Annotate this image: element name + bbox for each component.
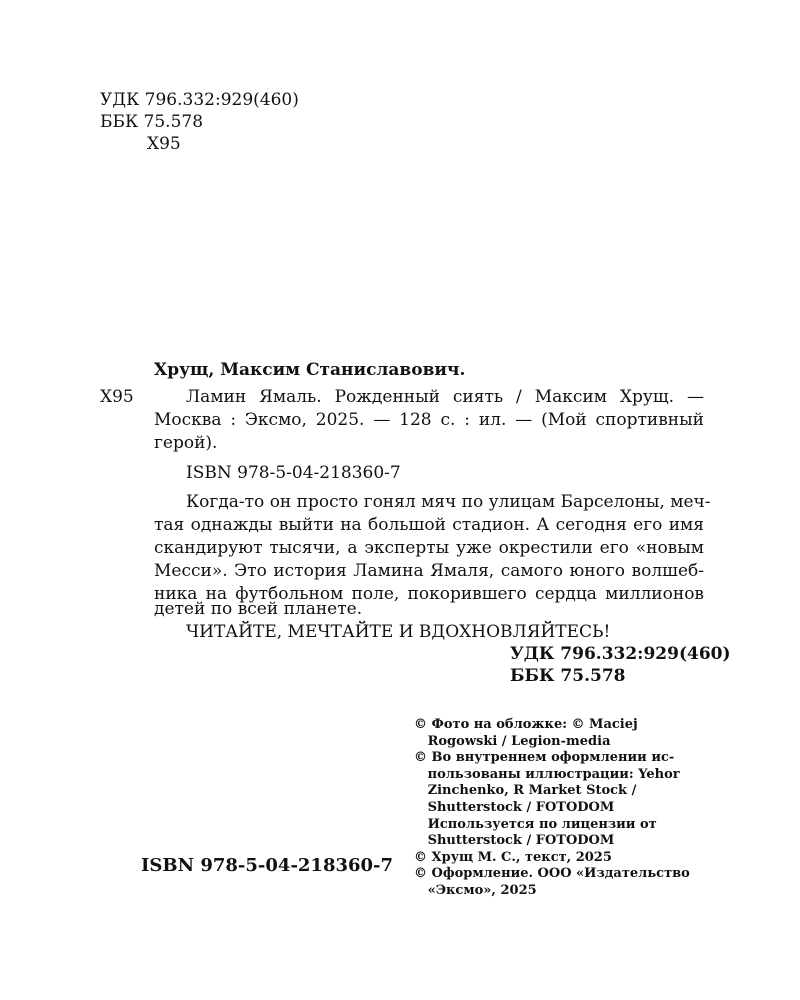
description-line: герой). — [154, 433, 218, 453]
bottom-isbn: ISBN 978-5-04-218360-7 — [141, 855, 394, 876]
credit-line: «Эксмо», 2025 — [414, 882, 537, 898]
credit-line: © Оформление. ООО «Издательство — [414, 866, 690, 882]
credit-line: Shutterstock / FOTODOM — [414, 799, 615, 815]
author-heading: Хрущ, Максим Станиславович. — [154, 360, 466, 380]
record-author-mark: Х95 — [100, 387, 134, 407]
annotation-line: детей по всей планете. — [154, 599, 363, 619]
credit-line: © Хрущ М. С., текст, 2025 — [414, 849, 612, 865]
description-line: Москва : Эксмо, 2025. — 128 с. : ил. — (Мой спортивный — [154, 410, 704, 430]
record-udk-code: УДК 796.332:929(460) — [510, 644, 731, 664]
credit-line: Shutterstock / FOTODOM — [414, 833, 615, 849]
credit-line: © Фото на обложке: © Maciej — [414, 717, 638, 732]
annotation-line: скандируют тысячи, а эксперты уже окрестили его «новым — [154, 538, 704, 558]
top-udk-code: УДК 796.332:929(460) — [100, 90, 299, 110]
credit-line: Zinchenko, R Market Stock / — [414, 783, 637, 799]
credit-line: Rogowski / Legion-media — [414, 733, 611, 749]
top-bbk-code: ББК 75.578 — [100, 112, 204, 132]
description-line: Ламин Ямаль. Рожденный сиять / Максим Хрущ. — — [186, 387, 704, 407]
slogan: ЧИТАЙТЕ, МЕЧТАЙТЕ И ВДОХНОВЛЯЙТЕСЬ! — [186, 622, 611, 642]
credit-line: © Во внутреннем оформлении ис- — [414, 750, 675, 766]
record-bbk-code: ББК 75.578 — [510, 666, 626, 686]
record-isbn: ISBN 978-5-04-218360-7 — [186, 463, 401, 483]
credits-block — [414, 717, 690, 900]
top-author-mark: Х95 — [147, 134, 181, 154]
annotation-line: Когда-то он просто гонял мяч по улицам Барселоны, меч- — [186, 492, 711, 512]
annotation-line: ника на футбольном поле, покорившего сердца миллионов — [154, 584, 704, 604]
credit-line: Используется по лицензии от — [414, 816, 657, 832]
credit-line: пользованы иллюстрации: Yehor — [414, 766, 680, 782]
annotation-line: Месси». Это история Ламина Ямаля, самого юного волшеб- — [154, 561, 704, 581]
annotation-line: тая однажды выйти на большой стадион. А сегодня его имя — [154, 515, 704, 535]
